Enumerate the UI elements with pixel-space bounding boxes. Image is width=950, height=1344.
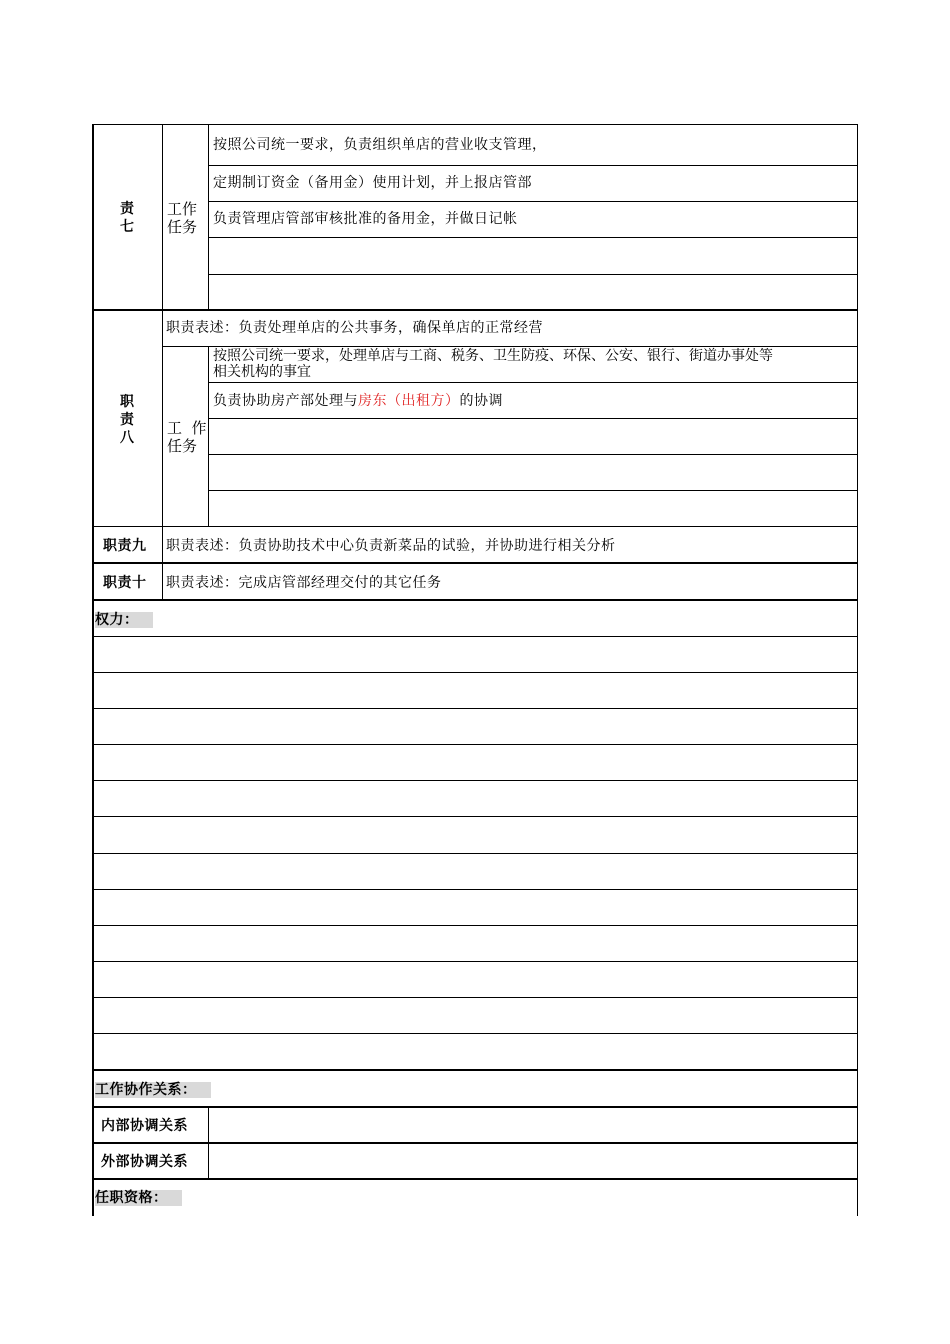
authority-row-line (92, 889, 858, 890)
authority-row-line (92, 744, 858, 745)
duty8-task-1 (213, 348, 773, 380)
authority-row-line (92, 961, 858, 962)
duty8-label-char: 职 (120, 394, 134, 410)
task-label-line: 工作 (167, 200, 198, 218)
duty7-task-label (167, 200, 197, 236)
duty9-description: 职责表述：负责协助技术中心负责新菜品的试验，并协助进行相关分析 (166, 538, 616, 554)
task-label-line: 工 作 (167, 419, 207, 437)
duty8-task-1-line: 按照公司统一要求，处理单店与工商、税务、卫生防疫、环保、公安、银行、街道办事处等 (213, 348, 773, 364)
duty8-row-line (208, 490, 858, 491)
authority-row-line (92, 997, 858, 998)
duty10-col-divider (162, 563, 163, 600)
cooperation-bottom-line (92, 1178, 858, 1180)
internal-coordination-label: 内部协调关系 (101, 1118, 188, 1134)
duty8-task-2 (213, 393, 503, 409)
duty7-task-2: 定期制订资金（备用金）使用计划，并上报店管部 (213, 175, 532, 191)
cooperation-label (95, 1082, 211, 1098)
sheet-top-border (92, 124, 858, 125)
duty10-label: 职责十 (103, 575, 147, 591)
duty10-description: 职责表述：完成店管部经理交付的其它任务 (166, 575, 442, 591)
duty9-col-divider (162, 527, 163, 563)
duty7-bottom-line (92, 309, 858, 311)
duty7-task-1: 按照公司统一要求，负责组织单店的营业收支管理， (213, 137, 547, 153)
qualification-label (95, 1190, 182, 1206)
cooperation-header-line (92, 1106, 858, 1108)
duty8-label-char: 八 (120, 430, 134, 446)
duty8-task-label (167, 419, 207, 455)
duty8-row-line (208, 418, 858, 419)
authority-bottom-line (92, 1069, 858, 1071)
authority-row-line (92, 816, 858, 817)
duty7-task-divider (208, 124, 209, 310)
duty7-task-3: 负责管理店管部审核批准的备用金，并做日记帐 (213, 211, 518, 227)
duty10-bottom-line (92, 599, 858, 601)
authority-row-line (92, 925, 858, 926)
duty7-label-char: 七 (120, 219, 134, 235)
duty7-label-char: 责 (120, 201, 134, 217)
sheet-left-border (92, 124, 94, 1216)
duty8-col-divider (162, 310, 163, 527)
authority-row-line (92, 1033, 858, 1034)
task-label-line: 任务 (167, 437, 198, 455)
authority-row-line (92, 853, 858, 854)
duty9-label: 职责九 (103, 538, 147, 554)
landlord-highlight: 房东（出租方） (358, 393, 460, 409)
external-coordination-label: 外部协调关系 (101, 1154, 188, 1170)
cooperation-row-line (92, 1142, 858, 1144)
duty7-col-divider (162, 124, 163, 310)
authority-label (95, 612, 153, 628)
qualification-label-text: 任职资格： (95, 1190, 182, 1206)
task-label-line: 任务 (167, 218, 198, 236)
duty8-task-1-line: 相关机构的事宜 (213, 364, 311, 380)
duty8-task-2-text: 的协调 (459, 393, 503, 409)
duty8-description: 职责表述：负责处理单店的公共事务，确保单店的正常经营 (166, 320, 543, 336)
duty8-task-divider (208, 346, 209, 527)
duty8-row-line (208, 382, 858, 383)
duty7-row-line (208, 237, 858, 238)
duty8-task-2-text: 负责协助房产部处理与 (213, 393, 358, 409)
authority-label-text: 权力： (95, 612, 153, 628)
duty8-desc-bottom-line (162, 346, 858, 347)
duty8-label-char: 责 (120, 412, 134, 428)
authority-row-line (92, 780, 858, 781)
duty7-row-line (208, 165, 858, 166)
duty7-label (117, 200, 137, 236)
duty8-bottom-line (92, 526, 858, 527)
duty8-label (117, 393, 137, 447)
authority-row-line (92, 672, 858, 673)
authority-row-line (92, 708, 858, 709)
cooperation-label-text: 工作协作关系： (95, 1082, 211, 1098)
duty8-row-line (208, 454, 858, 455)
duty7-row-line (208, 201, 858, 202)
duty7-row-line (208, 274, 858, 275)
authority-row-line (92, 636, 858, 637)
duty9-bottom-line (92, 562, 858, 564)
sheet-right-border (857, 124, 858, 1216)
